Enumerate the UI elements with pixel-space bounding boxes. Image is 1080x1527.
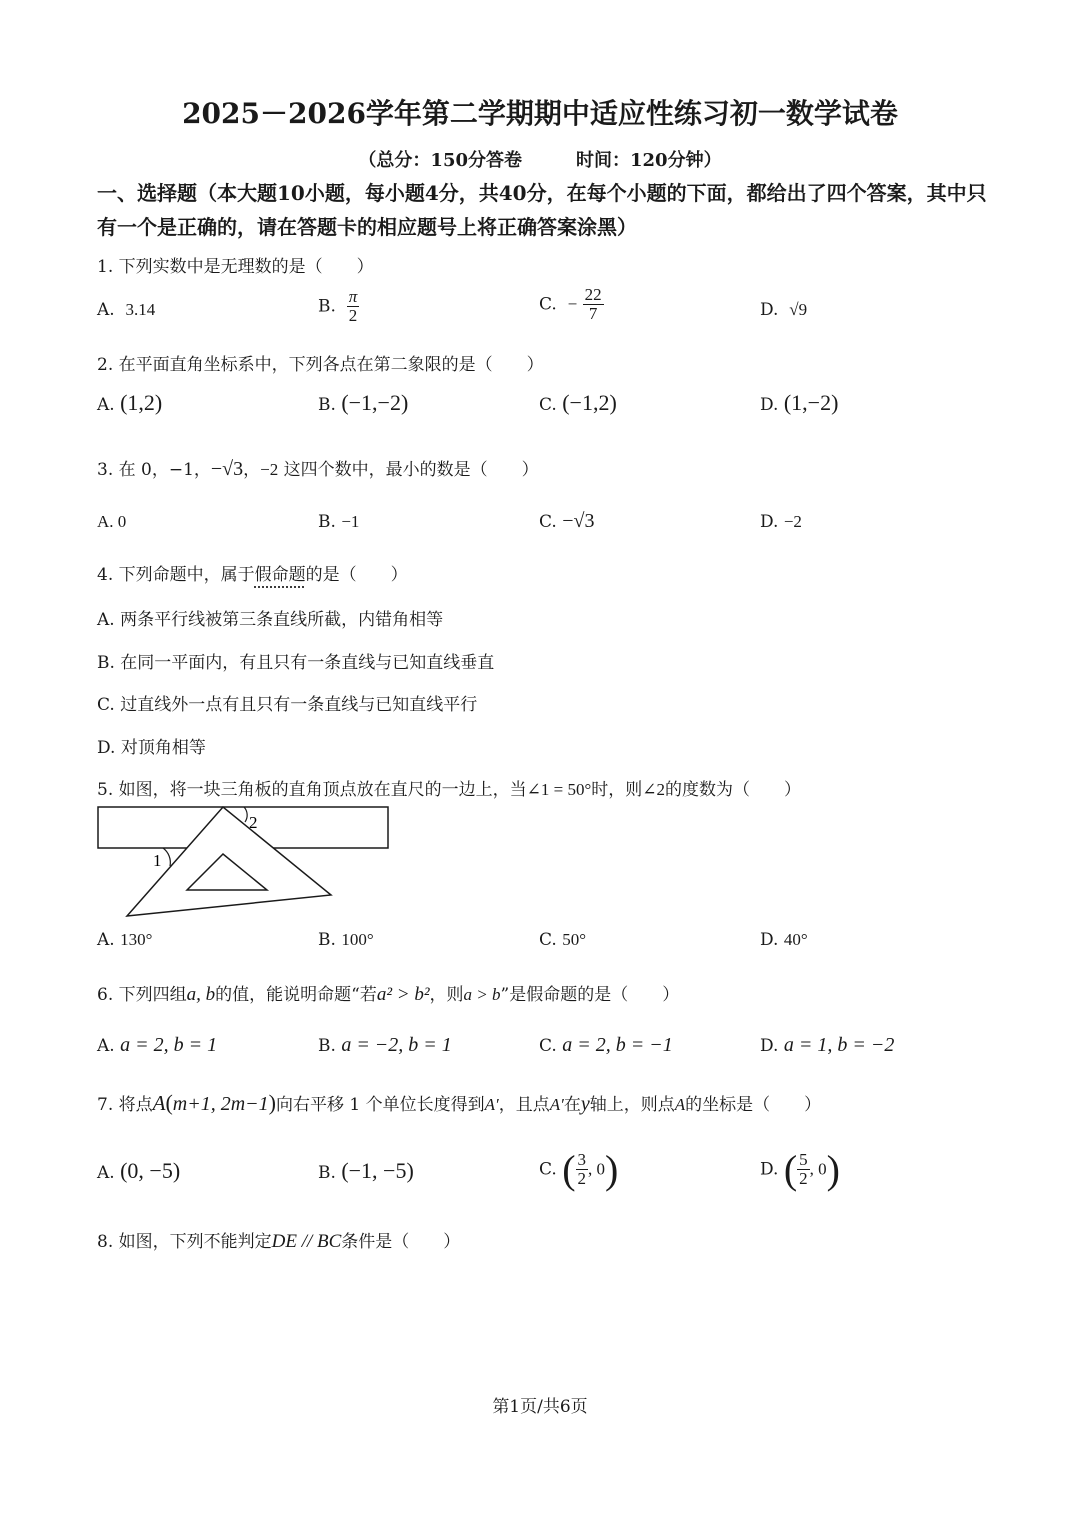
page-number: 第1页/共6页 [492, 1397, 588, 1417]
question-8-stem: 8. 如图，下列不能判定DE // BC条件是（ ） [97, 1231, 461, 1252]
q7-option-c: C. ( $\frac{3}{2}$ , 0) [539, 1147, 619, 1192]
q1-option-b: B. $\frac{\pi}{2}$ [318, 287, 358, 325]
q3-option-b: B. −1 [318, 512, 360, 532]
q7-option-a: A. (0, −5) [97, 1158, 181, 1183]
exam-subtitle: （总分：150分答卷 时间：120分钟） [358, 150, 722, 171]
q5-option-b: B. 100° [318, 930, 374, 950]
question-3-stem: 3. 在 0，−1，−√3，−2 这四个数中，最小的数是（ ） [97, 458, 539, 480]
q1-option-d: D. √9 [760, 300, 808, 320]
q2-option-b: B. (−1,−2) [318, 390, 409, 415]
angle-2-label: 2 [249, 813, 258, 832]
q5-option-c: C. 50° [539, 930, 587, 950]
angle-1-label: 1 [153, 851, 162, 870]
exam-title: 2025－2026学年第二学期期中适应性练习初一数学试卷 [182, 97, 898, 130]
q2-option-a: A. (1,2) [97, 390, 163, 415]
q2-option-c: C. (−1,2) [539, 390, 617, 415]
angle-1-arc [163, 848, 170, 866]
question-4-stem: 4. 下列命题中，属于假命题的是（ ） [97, 565, 408, 585]
question-6-stem: 6. 下列四组a, b的值，能说明命题“若a² > b²，则a > b”是假命题的是（ ） [97, 984, 680, 1005]
ruler-triangle-figure [95, 800, 395, 922]
question-5-stem: 5. 如图，将一块三角板的直角顶点放在直尺的一边上，当∠1 = 50°时，则∠2的度数为（ ） [97, 780, 802, 800]
q4-option-c: C. 过直线外一点有且只有一条直线与已知直线平行 [97, 695, 478, 715]
q3-option-a: A. 0 [97, 512, 127, 531]
q4-option-d: D. 对顶角相等 [97, 738, 206, 758]
q1-option-c: C. − $\frac{22}{7}$ [539, 285, 602, 323]
q4-option-a: A. 两条平行线被第三条直线所截，内错角相等 [97, 610, 444, 630]
q6-option-a: A. a = 2, b = 1 [97, 1034, 218, 1056]
question-7-stem: 7. 将点A(m+1, 2m−1)向右平移 1 个单位长度得到A′，且点A′在y轴上，则点A的坐标是（ ） [97, 1090, 822, 1115]
q5-option-a: A. 130° [97, 930, 153, 950]
q6-option-d: D. a = 1, b = −2 [760, 1034, 895, 1056]
q4-option-b: B. 在同一平面内，有且只有一条直线与已知直线垂直 [97, 653, 495, 673]
q2-option-d: D. (1,−2) [760, 390, 839, 415]
q3-option-d: D. −2 [760, 512, 802, 532]
question-1-stem: 1. 下列实数中是无理数的是（ ） [97, 257, 374, 277]
section-heading: 一、选择题（本大题10小题，每小题4分，共40分，在每个小题的下面，都给出了四个答案，其中只有一个是正确的，请在答题卡的相应题号上将正确答案涂黑） [97, 181, 987, 239]
question-2-stem: 2. 在平面直角坐标系中，下列各点在第二象限的是（ ） [97, 355, 544, 375]
q7-option-b: B. (−1, −5) [318, 1158, 414, 1183]
q6-option-c: C. a = 2, b = −1 [539, 1034, 673, 1056]
q3-option-c: C. −√3 [539, 510, 595, 532]
angle-2-arc [244, 807, 247, 822]
q7-option-d: D. ( $\frac{5}{2}$ , 0) [760, 1147, 840, 1192]
q5-option-d: D. 40° [760, 930, 808, 950]
q1-option-a: A. 3.14 [97, 300, 156, 320]
q6-option-b: B. a = −2, b = 1 [318, 1034, 452, 1056]
